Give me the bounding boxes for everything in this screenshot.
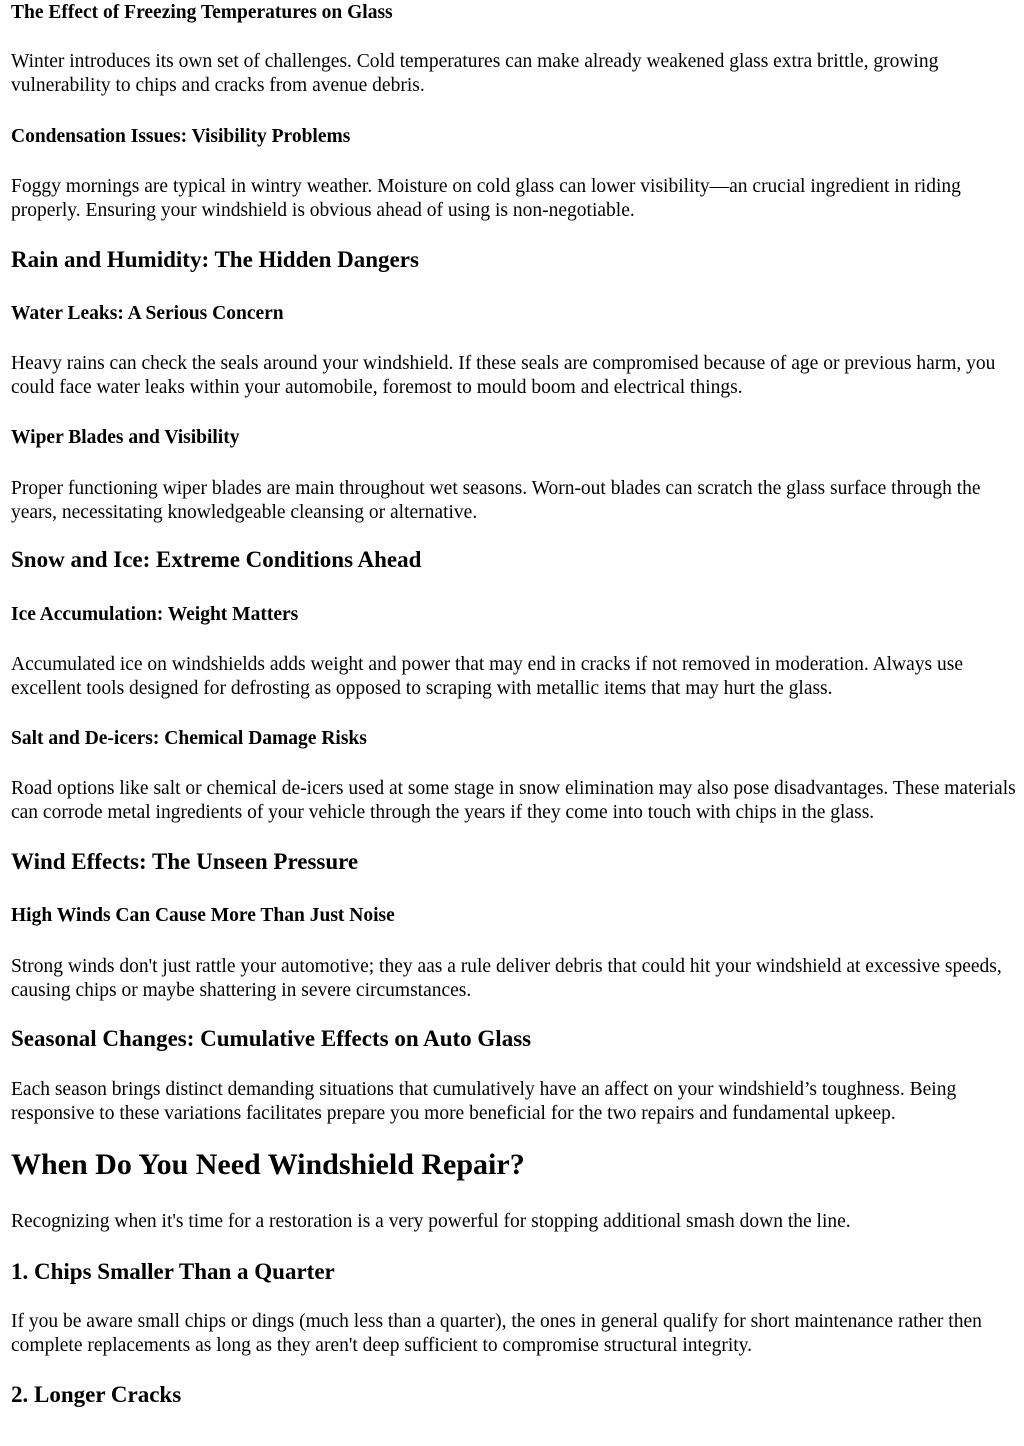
heading-seasonal-changes: Seasonal Changes: Cumulative Effects on Auto Glass: [11, 1026, 532, 1051]
paragraph-high-winds: Strong winds don't just rattle your automotive; they aas a rule deliver debris that could hit your windshield at excessive speeds, causing chips or maybe shattering in severe circumstances.: [11, 956, 1002, 1001]
paragraph-seasonal-changes: Each season brings distinct demanding situations that cumulatively have an affect on your windshield’s toughness. Being responsive to these variations facilitates prepare you more beneficial for the two repairs and fundamental upkeep.: [11, 1079, 957, 1124]
paragraph-wiper-blades: Proper functioning wiper blades are main throughout wet seasons. Worn-out blades can scratch the glass surface through the years, necessitating knowledgeable cleansing or alternative.: [11, 478, 981, 523]
heading-freezing-temperatures: The Effect of Freezing Temperatures on Glass: [11, 2, 393, 23]
paragraph-chips-smaller: If you be aware small chips or dings (much less than a quarter), the ones in general qualify for short maintenance rather then complete replacements as long as they aren't deep sufficient to compromise structural integrity.: [11, 1311, 982, 1356]
heading-ice-accumulation: Ice Accumulation: Weight Matters: [11, 604, 299, 625]
heading-condensation-issues: Condensation Issues: Visibility Problems: [11, 126, 351, 147]
heading-snow-ice: Snow and Ice: Extreme Conditions Ahead: [11, 547, 422, 572]
paragraph-ice-accumulation: Accumulated ice on windshields adds weight and power that may end in cracks if not removed in moderation. Always use excellent tools designed for defrosting as opposed to scraping with metallic items that may hurt the glass.: [11, 654, 964, 699]
heading-water-leaks: Water Leaks: A Serious Concern: [11, 303, 284, 324]
paragraph-condensation-issues: Foggy mornings are typical in wintry weather. Moisture on cold glass can lower visibility—an crucial ingredient in riding properly. Ensuring your windshield is obvious ahead of using is non-negotiable.: [11, 176, 961, 221]
heading-longer-cracks: 2. Longer Cracks: [11, 1382, 182, 1407]
heading-salt-de-icers: Salt and De-icers: Chemical Damage Risks: [11, 728, 367, 749]
heading-high-winds: High Winds Can Cause More Than Just Noise: [11, 905, 395, 926]
paragraph-salt-de-icers: Road options like salt or chemical de-icers used at some stage in snow elimination may also pose disadvantages. These materials can corrode metal ingredients of your vehicle through the years if they come into touch with chips in the glass.: [11, 778, 1016, 823]
paragraph-water-leaks: Heavy rains can check the seals around your windshield. If these seals are compromised because of age or previous harm, you could face water leaks within your automobile, foremost to mould boom and electrical things.: [11, 353, 996, 398]
heading-wind-effects: Wind Effects: The Unseen Pressure: [11, 849, 359, 874]
heading-chips-smaller: 1. Chips Smaller Than a Quarter: [11, 1259, 335, 1284]
heading-wiper-blades: Wiper Blades and Visibility: [11, 427, 240, 448]
heading-windshield-repair: When Do You Need Windshield Repair?: [11, 1148, 525, 1181]
paragraph-windshield-repair: Recognizing when it's time for a restoration is a very powerful for stopping additional smash down the line.: [11, 1211, 851, 1232]
paragraph-freezing-temperatures: Winter introduces its own set of challenges. Cold temperatures can make already weakened glass extra brittle, growing vulnerability to chips and cracks from avenue debris.: [11, 51, 939, 96]
heading-rain-humidity: Rain and Humidity: The Hidden Dangers: [11, 247, 419, 272]
